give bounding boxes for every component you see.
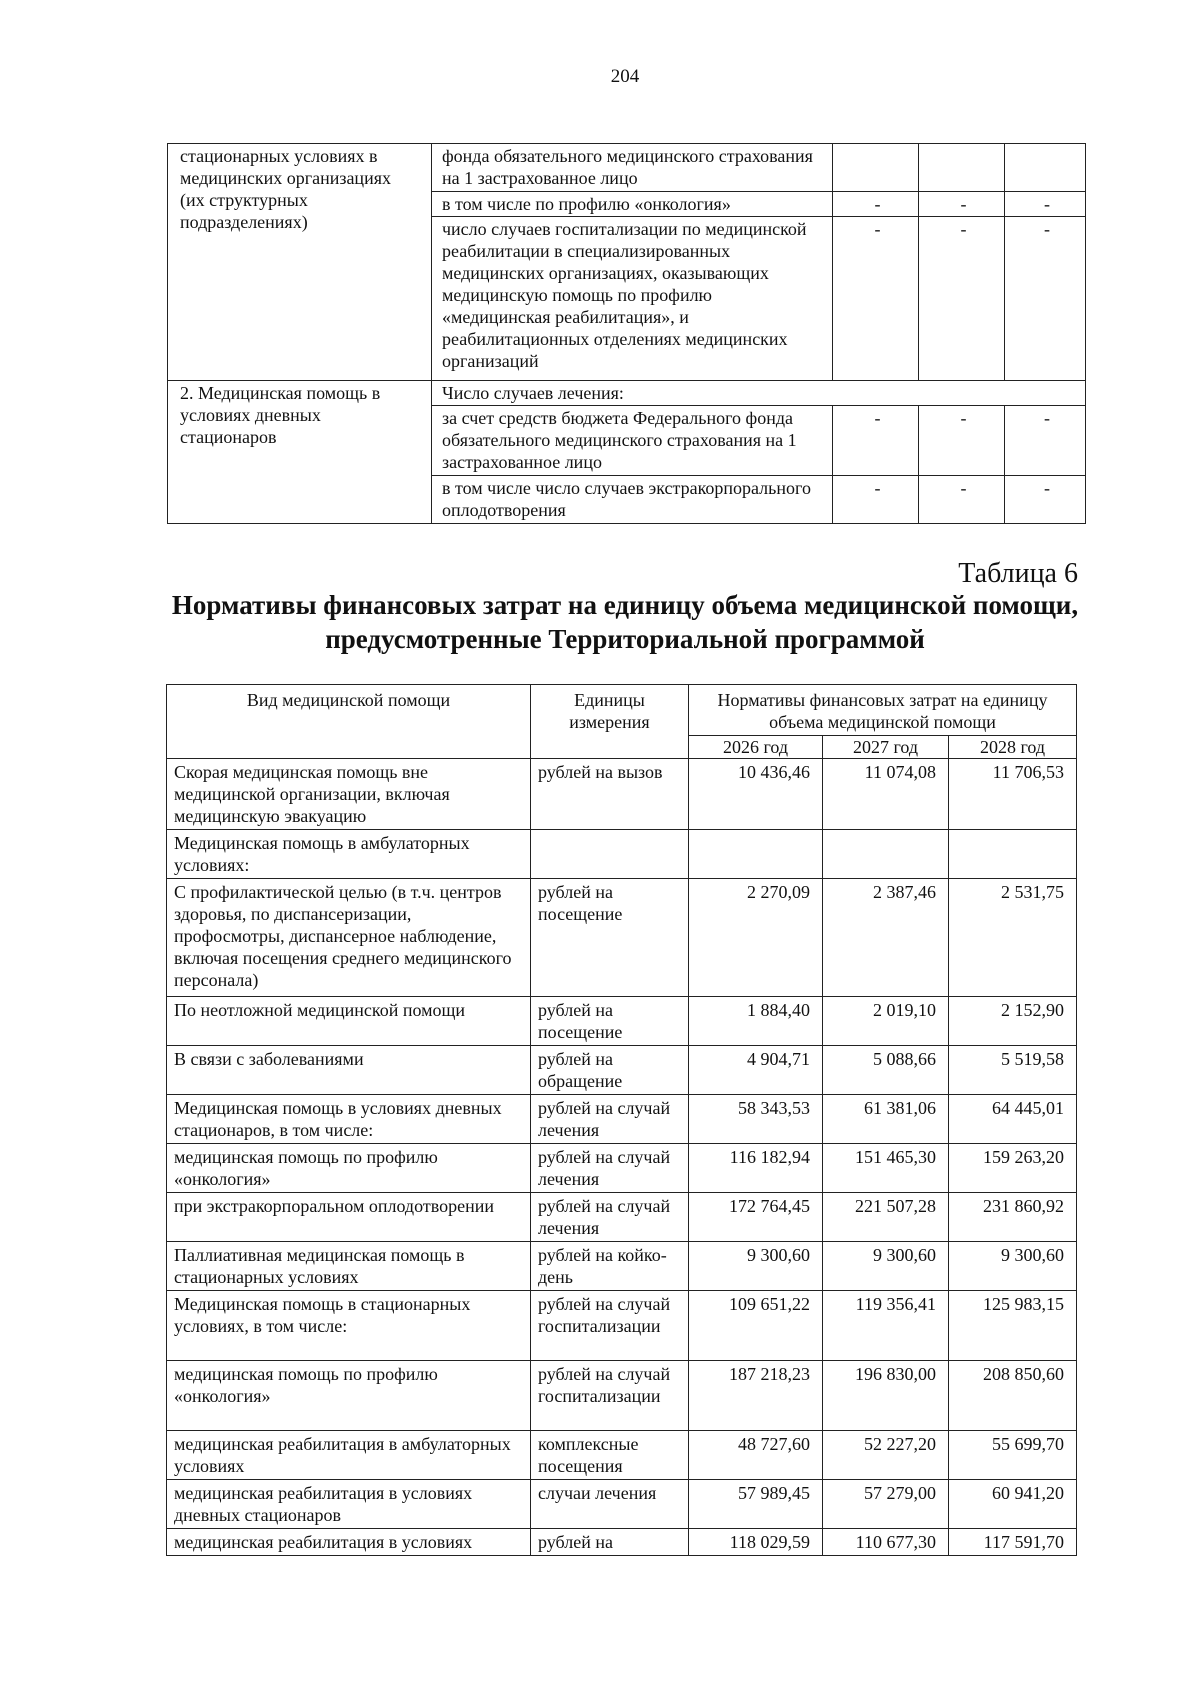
- value-2026-cell: 2 270,09: [689, 879, 823, 997]
- table-caption: Таблица 6: [958, 558, 1078, 589]
- table-row: [167, 1529, 1077, 1556]
- unit-cell: рублей на посещение: [531, 997, 689, 1046]
- value-2028-cell: 117 591,70: [949, 1529, 1077, 1556]
- table-row: [167, 830, 1077, 879]
- value-2027-cell: 11 074,08: [823, 759, 949, 830]
- row-text: в том числе число случаев экстракорпорального оплодотворения: [432, 476, 833, 524]
- header-year-2027: 2027 год: [823, 736, 949, 759]
- value-2027-cell: 61 381,06: [823, 1095, 949, 1144]
- table-title: Нормативы финансовых затрат на единицу объема медицинской помощи, предусмотренные Территориальной программой: [171, 590, 1079, 654]
- unit-cell: случаи лечения: [531, 1480, 689, 1529]
- value-2026-cell: 58 343,53: [689, 1095, 823, 1144]
- value-2026-cell: 116 182,94: [689, 1144, 823, 1193]
- kind-cell: С профилактической целью (в т.ч. центров здоровья, по диспансеризации, профосмотры, диспансерное наблюдение, включая посещения среднего медицинского персонала): [167, 879, 531, 997]
- header-year-2026: 2026 год: [689, 736, 823, 759]
- value-cell: -: [833, 192, 919, 217]
- value-cell: -: [1005, 406, 1086, 476]
- value-2028-cell: 11 706,53: [949, 759, 1077, 830]
- value-2028-cell: 9 300,60: [949, 1242, 1077, 1291]
- value-2026-cell: 109 651,22: [689, 1291, 823, 1361]
- unit-cell: рублей на случай лечения: [531, 1193, 689, 1242]
- value-2027-cell: 119 356,41: [823, 1291, 949, 1361]
- value-cell: -: [833, 217, 919, 381]
- value-2027-cell: 151 465,30: [823, 1144, 949, 1193]
- header-norms: Нормативы финансовых затрат на единицу объема медицинской помощи: [689, 685, 1077, 736]
- table-body: [167, 759, 1077, 1556]
- table-row: [167, 997, 1077, 1046]
- table-row: [168, 381, 1086, 406]
- unit-cell: рублей на случай лечения: [531, 1095, 689, 1144]
- value-2026-cell: 187 218,23: [689, 1361, 823, 1431]
- value-2026-cell: 118 029,59: [689, 1529, 823, 1556]
- section-label: 2. Медицинская помощь в условиях дневных стационаров: [168, 381, 432, 524]
- value-2027-cell: 9 300,60: [823, 1242, 949, 1291]
- value-2028-cell: 60 941,20: [949, 1480, 1077, 1529]
- table-row: [167, 1431, 1077, 1480]
- row-text: за счет средств бюджета Федерального фонда обязательного медицинского страхования на 1 застрахованное лицо: [432, 406, 833, 476]
- table-row: [167, 879, 1077, 997]
- kind-cell: медицинская помощь по профилю «онкология»: [167, 1361, 531, 1431]
- value-2028-cell: 159 263,20: [949, 1144, 1077, 1193]
- value-2027-cell: 5 088,66: [823, 1046, 949, 1095]
- financial-norms-table: [166, 684, 1077, 1556]
- value-2027-cell: 2 387,46: [823, 879, 949, 997]
- value-2028-cell: 5 519,58: [949, 1046, 1077, 1095]
- value-2027-cell: 57 279,00: [823, 1480, 949, 1529]
- table-row: [167, 1046, 1077, 1095]
- kind-cell: медицинская реабилитация в условиях дневных стационаров: [167, 1480, 531, 1529]
- value-2028-cell: 55 699,70: [949, 1431, 1077, 1480]
- value-2027-cell: 196 830,00: [823, 1361, 949, 1431]
- value-2028-cell: 2 531,75: [949, 879, 1077, 997]
- unit-cell: [531, 830, 689, 879]
- table-row: [168, 144, 1086, 192]
- kind-cell: при экстракорпоральном оплодотворении: [167, 1193, 531, 1242]
- header-units: Единицы измерения: [531, 685, 689, 759]
- value-2028-cell: [949, 830, 1077, 879]
- value-2026-cell: [689, 830, 823, 879]
- value-2026-cell: 57 989,45: [689, 1480, 823, 1529]
- unit-cell: рублей на случай госпитализации: [531, 1291, 689, 1361]
- value-cell: -: [833, 406, 919, 476]
- value-2027-cell: 52 227,20: [823, 1431, 949, 1480]
- value-2027-cell: 2 019,10: [823, 997, 949, 1046]
- table-row: [167, 1361, 1077, 1431]
- unit-cell: рублей на случай лечения: [531, 1144, 689, 1193]
- section-label: стационарных условиях в медицинских организациях (их структурных подразделениях): [168, 144, 432, 381]
- page-number: 204: [610, 66, 640, 87]
- value-cell: [833, 144, 919, 192]
- value-2027-cell: [823, 830, 949, 879]
- value-cell: -: [919, 476, 1005, 524]
- value-2026-cell: 4 904,71: [689, 1046, 823, 1095]
- table-row: [167, 1095, 1077, 1144]
- kind-cell: Медицинская помощь в амбулаторных условиях:: [167, 830, 531, 879]
- header-kind: Вид медицинской помощи: [167, 685, 531, 759]
- unit-cell: рублей на койко-день: [531, 1242, 689, 1291]
- header-year-2028: 2028 год: [949, 736, 1077, 759]
- kind-cell: медицинская реабилитация в условиях: [167, 1529, 531, 1556]
- value-cell: -: [919, 217, 1005, 381]
- value-2028-cell: 64 445,01: [949, 1095, 1077, 1144]
- value-cell: -: [919, 406, 1005, 476]
- value-2026-cell: 172 764,45: [689, 1193, 823, 1242]
- unit-cell: рублей на вызов: [531, 759, 689, 830]
- value-2027-cell: 110 677,30: [823, 1529, 949, 1556]
- unit-cell: рублей на посещение: [531, 879, 689, 997]
- value-2028-cell: 125 983,15: [949, 1291, 1077, 1361]
- value-cell: -: [1005, 476, 1086, 524]
- value-cell: -: [1005, 192, 1086, 217]
- row-text: в том числе по профилю «онкология»: [432, 192, 833, 217]
- value-2028-cell: 231 860,92: [949, 1193, 1077, 1242]
- kind-cell: медицинская помощь по профилю «онкология»: [167, 1144, 531, 1193]
- value-cell: [919, 144, 1005, 192]
- table-row: [167, 1242, 1077, 1291]
- unit-cell: рублей на обращение: [531, 1046, 689, 1095]
- row-text: фонда обязательного медицинского страхования на 1 застрахованное лицо: [432, 144, 833, 192]
- value-2028-cell: 208 850,60: [949, 1361, 1077, 1431]
- section-header: Число случаев лечения:: [432, 381, 1086, 406]
- value-2026-cell: 48 727,60: [689, 1431, 823, 1480]
- value-cell: -: [1005, 217, 1086, 381]
- kind-cell: Медицинская помощь в стационарных условиях, в том числе:: [167, 1291, 531, 1361]
- kind-cell: Скорая медицинская помощь вне медицинской организации, включая медицинскую эвакуацию: [167, 759, 531, 830]
- value-2027-cell: 221 507,28: [823, 1193, 949, 1242]
- value-cell: -: [833, 476, 919, 524]
- unit-cell: рублей на случай госпитализации: [531, 1361, 689, 1431]
- value-2026-cell: 1 884,40: [689, 997, 823, 1046]
- value-2026-cell: 9 300,60: [689, 1242, 823, 1291]
- kind-cell: Паллиативная медицинская помощь в стационарных условиях: [167, 1242, 531, 1291]
- kind-cell: Медицинская помощь в условиях дневных стационаров, в том числе:: [167, 1095, 531, 1144]
- kind-cell: медицинская реабилитация в амбулаторных условиях: [167, 1431, 531, 1480]
- kind-cell: В связи с заболеваниями: [167, 1046, 531, 1095]
- unit-cell: комплексные посещения: [531, 1431, 689, 1480]
- table-row: [167, 1291, 1077, 1361]
- kind-cell: По неотложной медицинской помощи: [167, 997, 531, 1046]
- value-2026-cell: 10 436,46: [689, 759, 823, 830]
- unit-cell: рублей на: [531, 1529, 689, 1556]
- table-row: [167, 1480, 1077, 1529]
- value-cell: -: [919, 192, 1005, 217]
- header-row: [167, 685, 1077, 736]
- value-2028-cell: 2 152,90: [949, 997, 1077, 1046]
- table-row: [167, 1193, 1077, 1242]
- table-row: [167, 759, 1077, 830]
- continued-table: [167, 143, 1086, 524]
- value-cell: [1005, 144, 1086, 192]
- row-text: число случаев госпитализации по медицинской реабилитации в специализированных медицинских организациях, оказывающих медицинскую помощь по профилю «медицинская реабилитация», и реабилитационных отделениях медицинских организаций: [432, 217, 833, 381]
- table-row: [167, 1144, 1077, 1193]
